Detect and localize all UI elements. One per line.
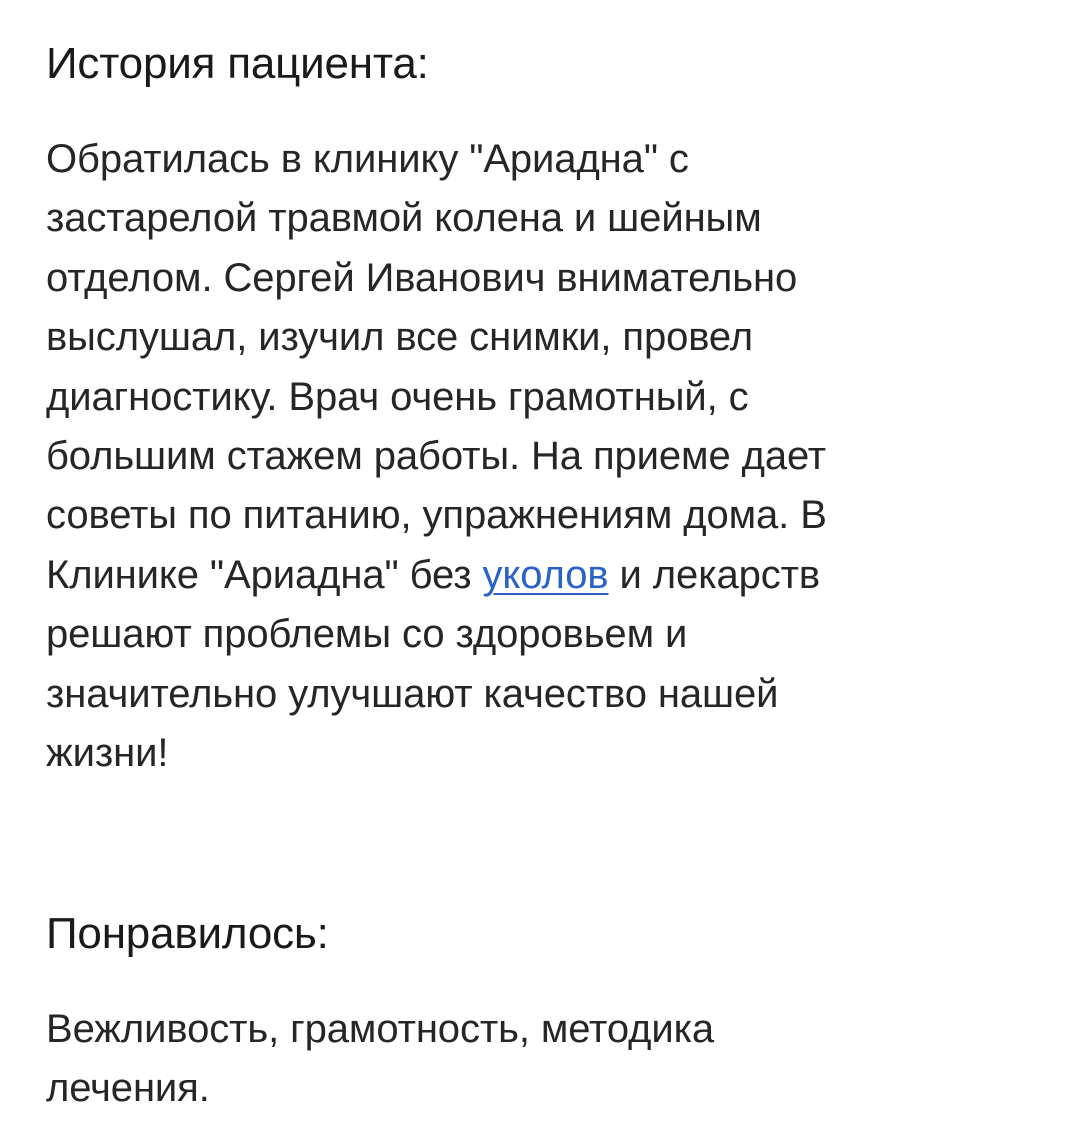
- liked-text: [46, 1000, 1036, 1119]
- liked-line: лечения.: [46, 1066, 210, 1111]
- liked-heading: Понравилось:: [46, 909, 329, 958]
- injections-link[interactable]: уколов: [482, 552, 609, 597]
- history-line: диагностику. Врач очень грамотный, с: [46, 374, 749, 419]
- patient-history-heading: История пациента:: [46, 39, 429, 88]
- patient-history-text: [46, 130, 1036, 783]
- history-line-with-link: [46, 546, 1036, 605]
- history-line: решают проблемы со здоровьем и: [46, 612, 688, 657]
- history-line: советы по питанию, упражнениям дома. В: [46, 493, 827, 538]
- history-line: жизни!: [46, 731, 169, 776]
- history-text-segment: Клинике "Ариадна" без: [46, 552, 483, 597]
- history-line: большим стажем работы. На приеме дает: [46, 434, 827, 479]
- history-line: застарелой травмой колена и шейным: [46, 196, 762, 241]
- history-line: значительно улучшают качество нашей: [46, 671, 779, 716]
- history-line: отделом. Сергей Иванович внимательно: [46, 255, 798, 300]
- liked-line: Вежливость, грамотность, методика: [46, 1007, 715, 1051]
- history-line: выслушал, изучил все снимки, провел: [46, 315, 753, 360]
- history-text-segment: и лекарств: [608, 552, 821, 597]
- history-line: Обратилась в клинику "Ариадна" с: [46, 137, 689, 181]
